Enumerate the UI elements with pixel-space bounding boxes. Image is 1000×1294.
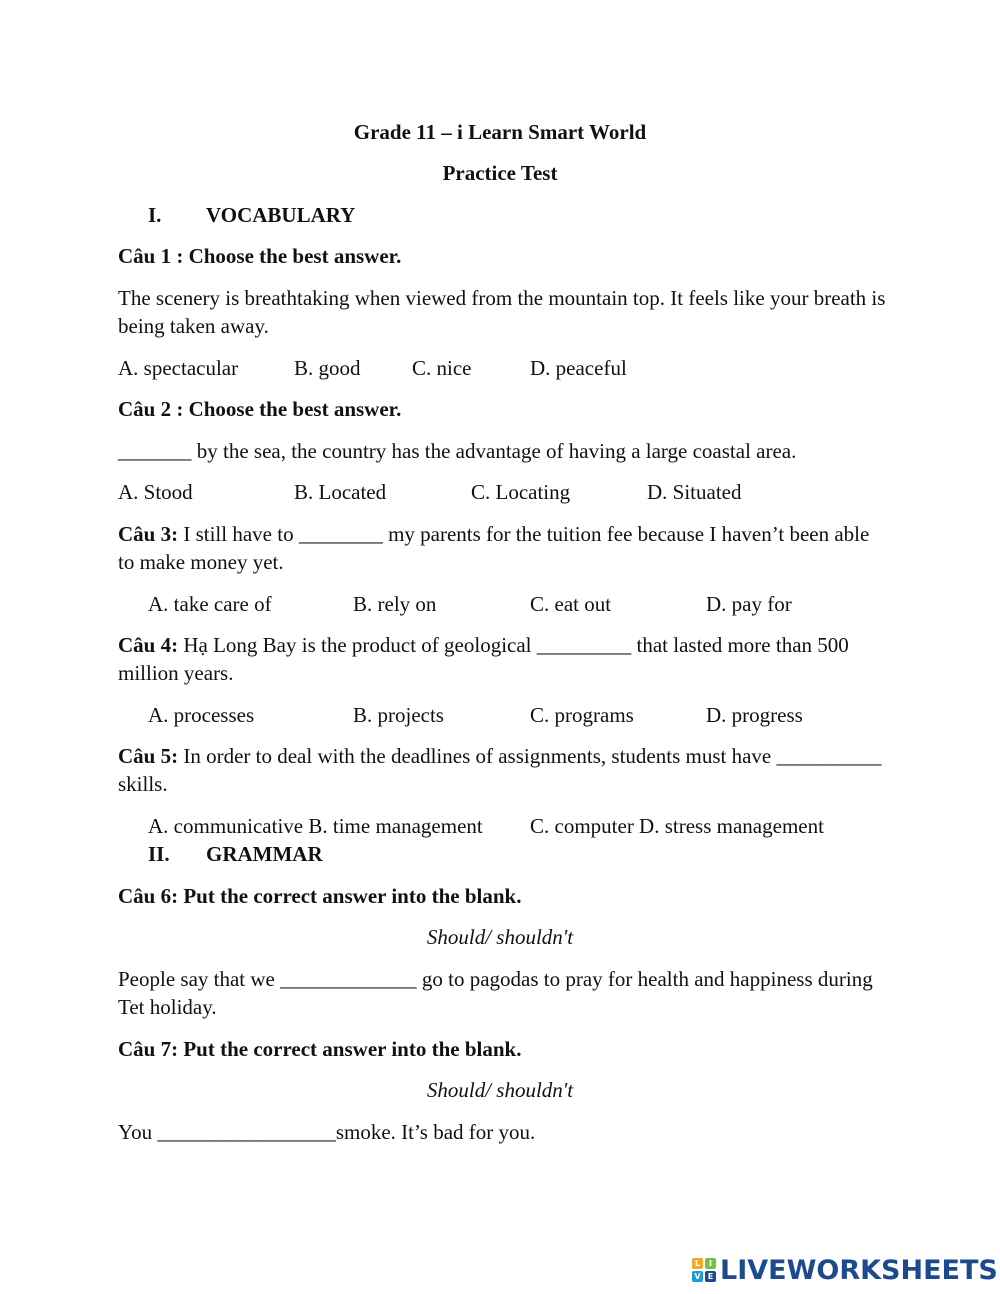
- question-6-hint: Should/ shouldn't: [426, 925, 574, 949]
- question-5-label: Câu 5:: [118, 744, 179, 768]
- question-7-text: You _________________smoke. It’s bad for you.: [118, 1120, 536, 1144]
- question-4-label: Câu 4:: [118, 633, 179, 657]
- logo-mark-tile-v: V: [692, 1271, 703, 1282]
- section-grammar-number: II.: [148, 842, 170, 866]
- question-2-option-a[interactable]: A. Stood: [118, 480, 193, 504]
- question-4-option-a[interactable]: A. processes: [148, 703, 255, 727]
- question-2-label: Câu 2 : Choose the best answer.: [118, 397, 402, 421]
- section-vocabulary-heading: VOCABULARY: [206, 203, 356, 227]
- liveworksheets-logo: [692, 1254, 998, 1286]
- section-grammar-heading: GRAMMAR: [206, 842, 323, 866]
- question-6-label: Câu 6: Put the correct answer into the blank.: [118, 884, 522, 908]
- logo-mark-tile-e: E: [705, 1271, 716, 1282]
- question-5-options-cd[interactable]: C. computer D. stress management: [530, 814, 824, 838]
- question-2-option-c[interactable]: C. Locating: [471, 480, 571, 504]
- question-7-label: Câu 7: Put the correct answer into the blank.: [118, 1037, 522, 1061]
- logo-mark-tile-l: L: [692, 1258, 703, 1269]
- question-2-text: _______ by the sea, the country has the advantage of having a large coastal area.: [118, 439, 797, 463]
- question-1-text: The scenery is breathtaking when viewed from the mountain top. It feels like your breath is being taken away.: [118, 286, 886, 338]
- question-5-text: In order to deal with the deadlines of assignments, students must have __________ skills.: [118, 744, 882, 796]
- question-4: [118, 631, 888, 687]
- question-3-option-b[interactable]: B. rely on: [353, 592, 437, 616]
- question-6-text: People say that we _____________ go to pagodas to pray for health and happiness during Tet holiday.: [118, 967, 873, 1019]
- document-subtitle: Practice Test: [442, 161, 558, 185]
- question-3-option-a[interactable]: A. take care of: [148, 592, 272, 616]
- question-4-option-d[interactable]: D. progress: [706, 703, 803, 727]
- question-4-option-c[interactable]: C. programs: [530, 703, 634, 727]
- section-vocabulary-number: I.: [148, 203, 162, 227]
- question-3-option-d[interactable]: D. pay for: [706, 592, 792, 616]
- question-3-text: I still have to ________ my parents for the tuition fee because I haven’t been able to make money yet.: [118, 522, 870, 574]
- question-2-option-b[interactable]: B. Located: [294, 480, 387, 504]
- document-title: Grade 11 – i Learn Smart World: [353, 120, 647, 144]
- question-5-options-ab[interactable]: A. communicative B. time management: [148, 814, 483, 838]
- question-1-option-d[interactable]: D. peaceful: [530, 356, 627, 380]
- question-7-hint: Should/ shouldn't: [426, 1078, 574, 1102]
- logo-mark-tile-i: I: [705, 1258, 716, 1269]
- question-1-option-c[interactable]: C. nice: [412, 356, 472, 380]
- question-1-option-a[interactable]: A. spectacular: [118, 356, 239, 380]
- question-2-option-d[interactable]: D. Situated: [647, 480, 742, 504]
- question-3: [118, 520, 888, 576]
- liveworksheets-logo-mark: [692, 1258, 716, 1282]
- question-5: [118, 742, 888, 798]
- question-3-option-c[interactable]: C. eat out: [530, 592, 612, 616]
- question-1-option-b[interactable]: B. good: [294, 356, 361, 380]
- liveworksheets-wordmark: LIVEWORKSHEETS: [720, 1254, 998, 1286]
- question-4-option-b[interactable]: B. projects: [353, 703, 444, 727]
- question-3-label: Câu 3:: [118, 522, 179, 546]
- question-1-label: Câu 1 : Choose the best answer.: [118, 244, 402, 268]
- question-4-text: Hạ Long Bay is the product of geological _________ that lasted more than 500 million years.: [118, 633, 849, 685]
